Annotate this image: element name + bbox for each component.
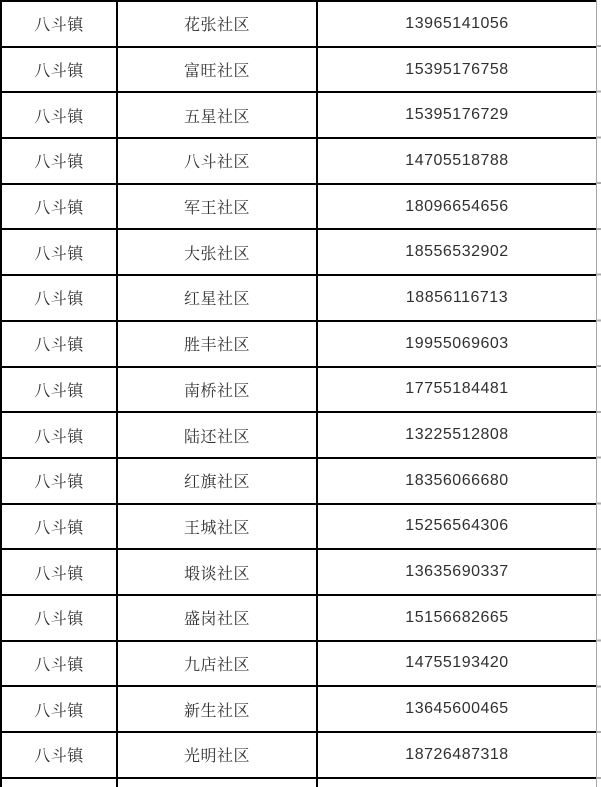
- town-cell: 八斗镇: [1, 92, 117, 138]
- phone-cell: 18356066680: [317, 458, 597, 504]
- community-cell: 陆还社区: [117, 412, 317, 458]
- town-cell: 八斗镇: [1, 138, 117, 184]
- community-cell: 五星社区: [117, 92, 317, 138]
- town-cell: 八斗镇: [1, 732, 117, 778]
- community-cell: 南桥社区: [117, 367, 317, 413]
- community-cell: 八斗社区: [117, 138, 317, 184]
- phone-cell: 15395176729: [317, 92, 597, 138]
- phone-cell: 18096654656: [317, 184, 597, 230]
- community-cell: 塅谈社区: [117, 549, 317, 595]
- phone-cell: 13965141056: [317, 1, 597, 47]
- table-row: [1, 732, 597, 778]
- town-cell: 八斗镇: [1, 549, 117, 595]
- community-cell: 军王社区: [117, 184, 317, 230]
- community-cell: 胜丰社区: [117, 321, 317, 367]
- row-border-ticks: [597, 1, 601, 787]
- phone-cell: 19955069603: [317, 321, 597, 367]
- town-cell: [1, 778, 117, 787]
- table-row: [1, 92, 597, 138]
- community-cell: 红旗社区: [117, 458, 317, 504]
- community-cell: 红星社区: [117, 275, 317, 321]
- town-cell: 八斗镇: [1, 321, 117, 367]
- town-cell: 八斗镇: [1, 47, 117, 93]
- phone-cell: 15256564306: [317, 504, 597, 550]
- community-cell: 九店社区: [117, 641, 317, 687]
- town-cell: 八斗镇: [1, 504, 117, 550]
- town-cell: 八斗镇: [1, 458, 117, 504]
- phone-cell: 13645600465: [317, 686, 597, 732]
- town-cell: 八斗镇: [1, 412, 117, 458]
- table-row: [1, 138, 597, 184]
- table-row: [1, 367, 597, 413]
- table-row: [1, 184, 597, 230]
- town-cell: 八斗镇: [1, 595, 117, 641]
- phone-cell: 13635690337: [317, 549, 597, 595]
- table-row: [1, 321, 597, 367]
- community-cell: 盛岗社区: [117, 595, 317, 641]
- community-cell: 大张社区: [117, 229, 317, 275]
- community-cell: 花张社区: [117, 1, 317, 47]
- phone-cell: 15395176758: [317, 47, 597, 93]
- table-row: [1, 275, 597, 321]
- table-row: [1, 504, 597, 550]
- table-row: [1, 549, 597, 595]
- phone-cell: 18726487318: [317, 732, 597, 778]
- phone-cell: 17755184481: [317, 367, 597, 413]
- phone-cell: 14755193420: [317, 641, 597, 687]
- community-cell: 光明社区: [117, 732, 317, 778]
- table-row: [1, 412, 597, 458]
- table-row: [1, 641, 597, 687]
- phone-cell: 15156682665: [317, 595, 597, 641]
- phone-cell: 14705518788: [317, 138, 597, 184]
- town-cell: 八斗镇: [1, 1, 117, 47]
- community-cell: 新生社区: [117, 686, 317, 732]
- table-row: [1, 595, 597, 641]
- phone-cell: 18556532902: [317, 229, 597, 275]
- town-cell: 八斗镇: [1, 229, 117, 275]
- table-row: [1, 229, 597, 275]
- right-edge-gutter: [596, 0, 601, 787]
- town-cell: 八斗镇: [1, 686, 117, 732]
- phone-cell: [317, 778, 597, 787]
- town-cell: 八斗镇: [1, 367, 117, 413]
- town-cell: 八斗镇: [1, 641, 117, 687]
- community-cell: [117, 778, 317, 787]
- table-row: [1, 686, 597, 732]
- community-cell: 富旺社区: [117, 47, 317, 93]
- community-cell: 王城社区: [117, 504, 317, 550]
- town-cell: 八斗镇: [1, 184, 117, 230]
- phone-cell: 13225512808: [317, 412, 597, 458]
- table-row: [1, 458, 597, 504]
- town-cell: 八斗镇: [1, 275, 117, 321]
- table-row: [1, 47, 597, 93]
- table-row: [1, 778, 597, 787]
- phone-cell: 18856116713: [317, 275, 597, 321]
- table-row: [1, 1, 597, 47]
